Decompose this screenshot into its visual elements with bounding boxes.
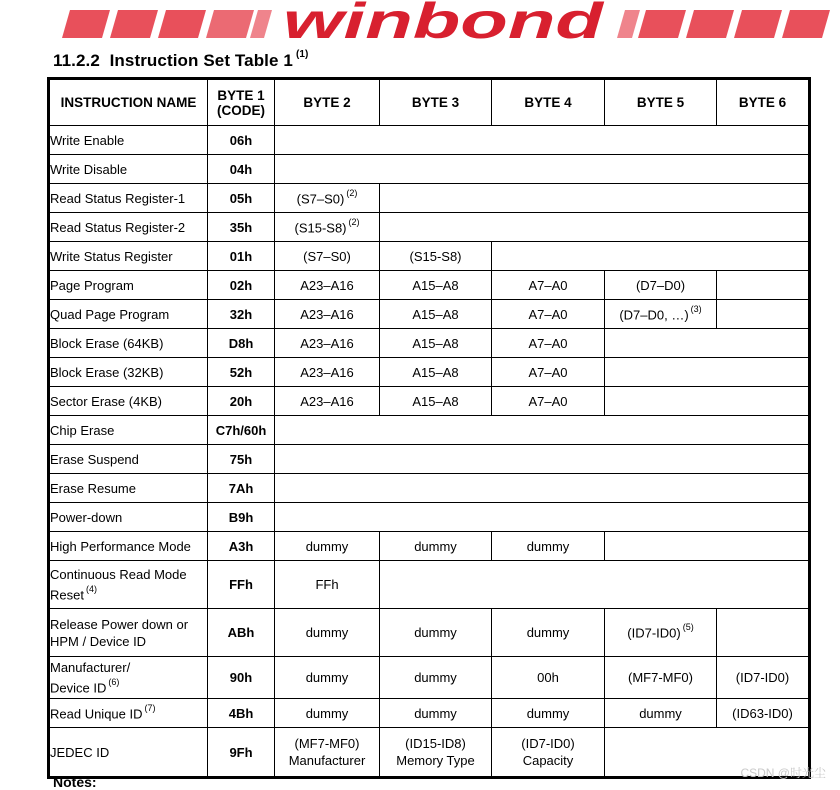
header-byte2: BYTE 2 bbox=[275, 79, 380, 126]
byte5-value: (MF7-MF0) bbox=[605, 657, 717, 699]
table-row bbox=[49, 416, 810, 445]
instruction-name: Block Erase (64KB) bbox=[49, 329, 208, 358]
instruction-code: 52h bbox=[208, 358, 275, 387]
table-row bbox=[49, 609, 810, 657]
instruction-name-line1: Manufacturer/ bbox=[50, 659, 131, 675]
byte2-cell bbox=[275, 184, 380, 213]
footnote-ref: (2) bbox=[346, 187, 358, 198]
byte2-value: A23–A16 bbox=[275, 300, 380, 329]
empty-cell bbox=[275, 416, 810, 445]
footnote-ref: (5) bbox=[682, 622, 694, 633]
byte5-cell bbox=[605, 609, 717, 657]
byte3-value: dummy bbox=[380, 657, 492, 699]
table-row bbox=[49, 126, 810, 155]
footnote-ref: (7) bbox=[144, 702, 156, 713]
header-instruction-name: INSTRUCTION NAME bbox=[49, 79, 208, 126]
byte2-value: dummy bbox=[275, 657, 380, 699]
empty-cell bbox=[380, 184, 810, 213]
section-footnote: (1) bbox=[295, 49, 309, 61]
table-row bbox=[49, 445, 810, 474]
table-row bbox=[49, 300, 810, 329]
empty-cell bbox=[275, 445, 810, 474]
byte5-cell bbox=[605, 300, 717, 329]
instruction-name: Chip Erase bbox=[49, 416, 208, 445]
byte2-value: dummy bbox=[275, 699, 380, 728]
byte4-value: dummy bbox=[492, 532, 605, 561]
byte3-value: A15–A8 bbox=[380, 358, 492, 387]
byte4-value: A7–A0 bbox=[492, 300, 605, 329]
winbond-logo-graphic bbox=[0, 0, 840, 48]
empty-cell bbox=[605, 329, 810, 358]
empty-cell bbox=[275, 474, 810, 503]
byte5-value: (D7–D0, …) bbox=[619, 307, 689, 323]
instruction-code: 02h bbox=[208, 271, 275, 300]
instruction-code: 90h bbox=[208, 657, 275, 699]
byte2-value: FFh bbox=[275, 561, 380, 609]
byte3-value: A15–A8 bbox=[380, 329, 492, 358]
byte5-value: (D7–D0) bbox=[605, 271, 717, 300]
instruction-name-cell bbox=[49, 699, 208, 728]
instruction-name: Power-down bbox=[49, 503, 208, 532]
empty-cell bbox=[605, 358, 810, 387]
byte2-caption: Manufacturer bbox=[288, 753, 366, 768]
table-row bbox=[49, 728, 810, 778]
byte2-cell bbox=[275, 213, 380, 242]
instruction-code: ABh bbox=[208, 609, 275, 657]
winbond-logo bbox=[0, 0, 840, 48]
byte4-value: A7–A0 bbox=[492, 271, 605, 300]
instruction-code: C7h/60h bbox=[208, 416, 275, 445]
byte3-value: (S15-S8) bbox=[380, 242, 492, 271]
byte4-value: 00h bbox=[492, 657, 605, 699]
byte3-value: A15–A8 bbox=[380, 300, 492, 329]
instruction-name: Erase Resume bbox=[49, 474, 208, 503]
instruction-code: D8h bbox=[208, 329, 275, 358]
logo-text: winbond bbox=[283, 0, 606, 48]
table-row bbox=[49, 213, 810, 242]
table-row bbox=[49, 561, 810, 609]
table-row bbox=[49, 242, 810, 271]
header-byte1: BYTE 1 (CODE) bbox=[208, 79, 275, 126]
instruction-code: 05h bbox=[208, 184, 275, 213]
instruction-name: Block Erase (32KB) bbox=[49, 358, 208, 387]
byte3-value: dummy bbox=[380, 609, 492, 657]
instruction-code: 04h bbox=[208, 155, 275, 184]
table-row bbox=[49, 699, 810, 728]
instruction-name-line2: Reset bbox=[50, 587, 84, 603]
byte4-value: dummy bbox=[492, 699, 605, 728]
table-row bbox=[49, 474, 810, 503]
empty-cell bbox=[380, 213, 810, 242]
instruction-set-table bbox=[47, 77, 811, 779]
header-byte3: BYTE 3 bbox=[380, 79, 492, 126]
byte2-value: A23–A16 bbox=[275, 329, 380, 358]
instruction-name-line2: HPM / Device ID bbox=[50, 633, 147, 649]
table-row bbox=[49, 329, 810, 358]
instruction-code: 01h bbox=[208, 242, 275, 271]
instruction-code: 9Fh bbox=[208, 728, 275, 778]
byte4-value: A7–A0 bbox=[492, 358, 605, 387]
instruction-code: 35h bbox=[208, 213, 275, 242]
empty-cell bbox=[605, 532, 810, 561]
byte5-value: (ID7-ID0) bbox=[627, 625, 681, 641]
table-row bbox=[49, 657, 810, 699]
table-row bbox=[49, 387, 810, 416]
instruction-name: Page Program bbox=[49, 271, 208, 300]
footnote-ref: (6) bbox=[108, 676, 120, 687]
empty-cell bbox=[717, 271, 810, 300]
byte3-caption: Memory Type bbox=[396, 753, 475, 768]
byte3-value: (ID15-ID8) bbox=[405, 736, 466, 751]
byte3-cell bbox=[380, 728, 492, 778]
instruction-name: Write Enable bbox=[49, 126, 208, 155]
empty-cell bbox=[492, 242, 810, 271]
table-row bbox=[49, 358, 810, 387]
watermark: CSDN @时光尘 bbox=[740, 766, 826, 780]
footnote-ref: (2) bbox=[348, 216, 360, 227]
instruction-code: FFh bbox=[208, 561, 275, 609]
header-byte6: BYTE 6 bbox=[717, 79, 810, 126]
instruction-code: A3h bbox=[208, 532, 275, 561]
instruction-name: Read Unique ID bbox=[50, 706, 143, 722]
instruction-code: 20h bbox=[208, 387, 275, 416]
byte3-value: A15–A8 bbox=[380, 387, 492, 416]
byte5-value: dummy bbox=[605, 699, 717, 728]
instruction-code: B9h bbox=[208, 503, 275, 532]
instruction-name: Read Status Register-1 bbox=[49, 184, 208, 213]
notes-label: Notes: bbox=[53, 774, 97, 790]
empty-cell bbox=[380, 561, 810, 609]
instruction-code: 7Ah bbox=[208, 474, 275, 503]
empty-cell bbox=[717, 300, 810, 329]
byte6-value: (ID63-ID0) bbox=[717, 699, 810, 728]
empty-cell bbox=[275, 126, 810, 155]
header-byte5: BYTE 5 bbox=[605, 79, 717, 126]
instruction-name: Sector Erase (4KB) bbox=[49, 387, 208, 416]
byte3-value: dummy bbox=[380, 699, 492, 728]
instruction-name: Read Status Register-2 bbox=[49, 213, 208, 242]
instruction-code: 4Bh bbox=[208, 699, 275, 728]
byte4-value: dummy bbox=[492, 609, 605, 657]
byte4-cell bbox=[492, 728, 605, 778]
byte4-value: A7–A0 bbox=[492, 387, 605, 416]
byte4-caption: Capacity bbox=[522, 753, 574, 768]
byte2-value: (S7–S0) bbox=[296, 191, 345, 207]
instruction-name bbox=[49, 609, 208, 657]
footnote-ref: (4) bbox=[85, 583, 97, 594]
table-row bbox=[49, 532, 810, 561]
byte2-cell bbox=[275, 728, 380, 778]
instruction-name-line1: Release Power down or bbox=[50, 616, 189, 632]
section-heading bbox=[53, 51, 308, 71]
instruction-name: High Performance Mode bbox=[49, 532, 208, 561]
section-title: Instruction Set Table 1 bbox=[109, 51, 293, 70]
instruction-name bbox=[49, 657, 208, 699]
instruction-code: 75h bbox=[208, 445, 275, 474]
instruction-name: Quad Page Program bbox=[49, 300, 208, 329]
byte2-value: (MF7-MF0) bbox=[294, 736, 360, 751]
byte2-value: A23–A16 bbox=[275, 387, 380, 416]
byte2-value: (S15-S8) bbox=[294, 220, 347, 236]
instruction-name: Erase Suspend bbox=[49, 445, 208, 474]
byte2-value: dummy bbox=[275, 609, 380, 657]
byte2-value: dummy bbox=[275, 532, 380, 561]
instruction-name: JEDEC ID bbox=[49, 728, 208, 778]
header-byte4: BYTE 4 bbox=[492, 79, 605, 126]
table-row bbox=[49, 271, 810, 300]
table-row bbox=[49, 184, 810, 213]
byte2-value: A23–A16 bbox=[275, 271, 380, 300]
byte3-value: A15–A8 bbox=[380, 271, 492, 300]
byte4-value: (ID7-ID0) bbox=[521, 736, 575, 751]
byte3-value: dummy bbox=[380, 532, 492, 561]
empty-cell bbox=[275, 155, 810, 184]
instruction-name: Write Status Register bbox=[49, 242, 208, 271]
section-number: 11.2.2 bbox=[53, 51, 100, 70]
byte2-value: A23–A16 bbox=[275, 358, 380, 387]
instruction-name-line2: Device ID bbox=[50, 680, 107, 696]
byte4-value: A7–A0 bbox=[492, 329, 605, 358]
table-row bbox=[49, 155, 810, 184]
instruction-name bbox=[49, 561, 208, 609]
byte6-value: (ID7-ID0) bbox=[717, 657, 810, 699]
byte2-value: (S7–S0) bbox=[275, 242, 380, 271]
table-header-row bbox=[49, 79, 810, 126]
instruction-code: 32h bbox=[208, 300, 275, 329]
instruction-name-line1: Continuous Read Mode bbox=[50, 566, 187, 582]
table-row bbox=[49, 503, 810, 532]
empty-cell bbox=[275, 503, 810, 532]
empty-cell bbox=[717, 609, 810, 657]
instruction-code: 06h bbox=[208, 126, 275, 155]
footnote-ref: (3) bbox=[690, 303, 702, 314]
instruction-name: Write Disable bbox=[49, 155, 208, 184]
empty-cell bbox=[605, 387, 810, 416]
